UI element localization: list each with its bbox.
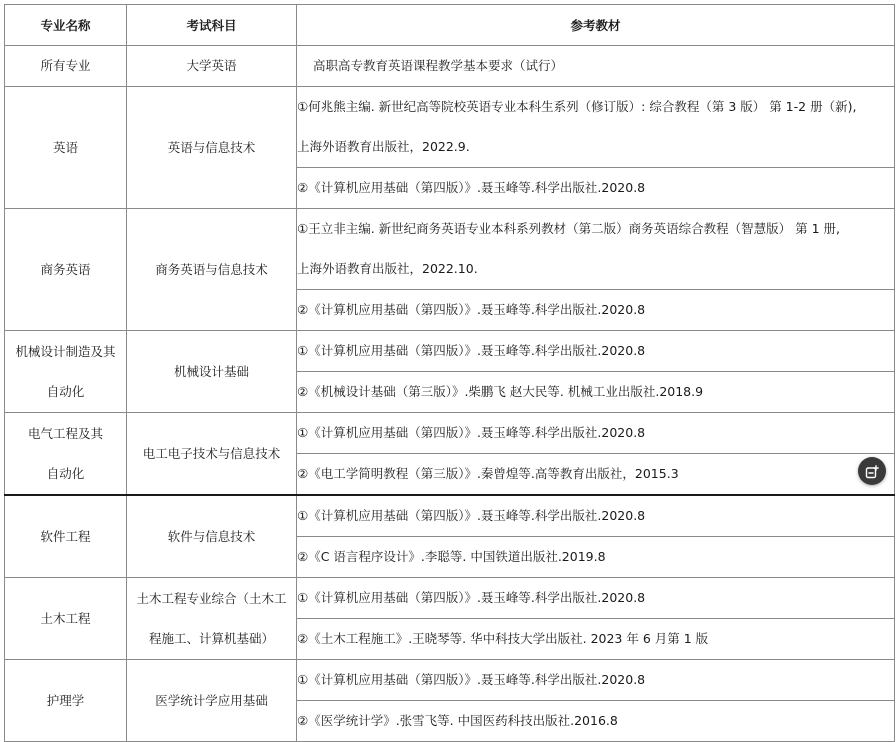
subject-cell xyxy=(127,331,297,413)
subject-name: 土木工程专业综合（土木工 xyxy=(136,590,287,606)
major-name: 自动化 xyxy=(46,465,85,481)
edit-note-icon xyxy=(865,464,879,478)
major-name: 护理学 xyxy=(46,692,85,708)
subject-name: 电工电子技术与信息技术 xyxy=(142,445,281,461)
table-row xyxy=(5,495,895,537)
table-row xyxy=(5,331,895,372)
table-row xyxy=(5,578,895,619)
subject-name: 程施工、计算机基础） xyxy=(148,630,274,646)
major-cell xyxy=(5,209,127,331)
textbook-text: ②《电工学简明教程（第三版）》.秦曾煌等.高等教育出版社，2015.3 xyxy=(297,466,679,481)
textbook-text: ①《计算机应用基础（第四版）》.聂玉峰等.科学出版社.2020.8 xyxy=(297,425,646,440)
subject-cell xyxy=(127,495,297,578)
table-row xyxy=(5,660,895,701)
subject-cell xyxy=(127,413,297,496)
textbook-cell xyxy=(297,619,895,660)
textbook-cell xyxy=(297,701,895,742)
textbook-cell xyxy=(297,290,895,331)
textbook-cell xyxy=(297,454,895,496)
subject-cell xyxy=(127,578,297,660)
major-name: 英语 xyxy=(52,139,78,155)
textbook-text: ①《计算机应用基础（第四版）》.聂玉峰等.科学出版社.2020.8 xyxy=(297,343,646,358)
textbook-text: ②《计算机应用基础（第四版）》.聂玉峰等.科学出版社.2020.8 xyxy=(297,180,646,195)
textbook-text: ①王立非主编. 新世纪商务英语专业本科系列教材（第二版）商务英语综合教程（智慧版） 第 1 册, xyxy=(297,221,841,236)
header-textbook: 参考教材 xyxy=(297,5,895,46)
textbook-text: 高职高专教育英语课程教学基本要求（试行） xyxy=(313,58,564,73)
major-cell xyxy=(5,87,127,209)
major-name: 软件工程 xyxy=(40,528,91,544)
textbook-text: ①何兆熊主编. 新世纪高等院校英语专业本科生系列（修订版）: 综合教程（第 3 版） 第 1-2 册（新), xyxy=(297,99,857,114)
major-name: 自动化 xyxy=(46,383,85,399)
major-name: 商务英语 xyxy=(40,261,91,277)
textbook-text: ①《计算机应用基础（第四版）》.聂玉峰等.科学出版社.2020.8 xyxy=(297,590,646,605)
subject-cell xyxy=(127,209,297,331)
textbook-cell xyxy=(297,331,895,372)
textbook-cell xyxy=(297,495,895,537)
subject-name: 机械设计基础 xyxy=(173,363,249,379)
header-subject: 考试科目 xyxy=(127,5,297,46)
textbook-cell xyxy=(297,209,895,290)
textbook-text: ②《机械设计基础（第三版）》.柴鹏飞 赵大民等. 机械工业出版社.2018.9 xyxy=(297,384,704,399)
textbook-cell xyxy=(297,537,895,578)
edit-note-button[interactable] xyxy=(858,457,886,485)
textbook-text: ②《计算机应用基础（第四版）》.聂玉峰等.科学出版社.2020.8 xyxy=(297,302,646,317)
subject-name: 大学英语 xyxy=(186,58,237,73)
major-cell xyxy=(5,46,127,87)
subject-cell xyxy=(127,660,297,742)
major-name: 机械设计制造及其 xyxy=(15,343,116,359)
textbook-text: ②《土木工程施工》.王晓琴等. 华中科技大学出版社. 2023 年 6 月第 1 版 xyxy=(297,631,709,646)
subject-cell xyxy=(127,87,297,209)
major-cell xyxy=(5,578,127,660)
subject-name: 医学统计学应用基础 xyxy=(155,692,268,708)
major-cell xyxy=(5,413,127,496)
table-row xyxy=(5,413,895,454)
textbook-cell xyxy=(297,660,895,701)
textbook-text: ②《C 语言程序设计》.李聪等. 中国铁道出版社.2019.8 xyxy=(297,549,606,564)
textbook-text: ①《计算机应用基础（第四版）》.聂玉峰等.科学出版社.2020.8 xyxy=(297,508,646,523)
textbook-text: 上海外语教育出版社，2022.9. xyxy=(297,139,470,154)
textbook-text: ②《医学统计学》.张雪飞等. 中国医药科技出版社.2016.8 xyxy=(297,713,618,728)
table-row xyxy=(5,209,895,290)
major-name: 所有专业 xyxy=(40,58,91,73)
major-name: 电气工程及其 xyxy=(27,425,103,441)
major-cell xyxy=(5,495,127,578)
subject-name: 软件与信息技术 xyxy=(167,528,256,544)
header-major: 专业名称 xyxy=(5,5,127,46)
header-row xyxy=(5,5,895,46)
textbook-text: 上海外语教育出版社，2022.10. xyxy=(297,261,478,276)
textbook-cell xyxy=(297,413,895,454)
textbook-cell xyxy=(297,46,895,87)
subject-name: 商务英语与信息技术 xyxy=(155,261,268,277)
subject-name: 英语与信息技术 xyxy=(167,139,256,155)
table-body xyxy=(5,46,895,742)
syllabus-table xyxy=(4,4,895,742)
table-row xyxy=(5,46,895,87)
textbook-cell xyxy=(297,578,895,619)
table-row xyxy=(5,87,895,168)
textbook-cell xyxy=(297,168,895,209)
subject-cell xyxy=(127,46,297,87)
major-cell xyxy=(5,331,127,413)
major-name: 土木工程 xyxy=(40,610,91,626)
textbook-cell xyxy=(297,87,895,168)
major-cell xyxy=(5,660,127,742)
textbook-cell xyxy=(297,372,895,413)
textbook-text: ①《计算机应用基础（第四版）》.聂玉峰等.科学出版社.2020.8 xyxy=(297,672,646,687)
